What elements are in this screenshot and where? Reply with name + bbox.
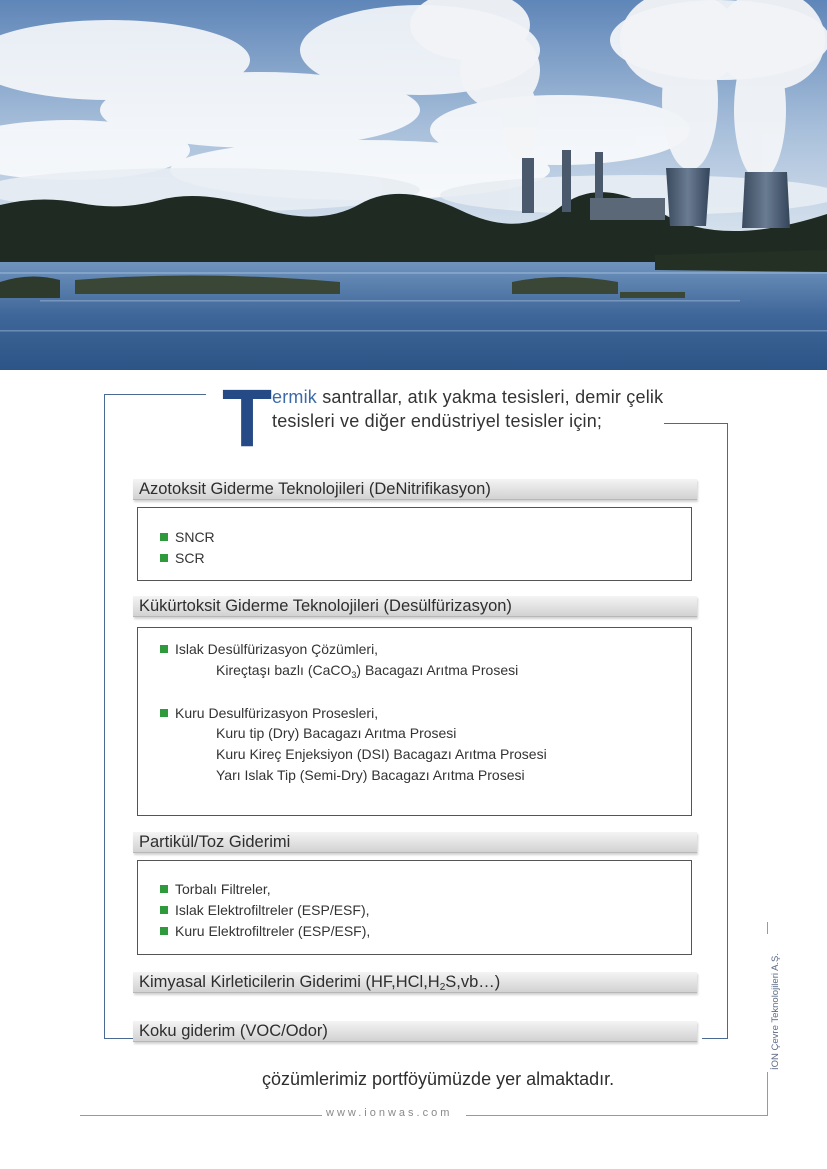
green-square-bullet-icon	[160, 554, 168, 562]
list-item-dry-fgd	[175, 705, 378, 721]
sub-item-dry: Kuru tip (Dry) Bacagazı Arıtma Prosesi	[216, 725, 457, 741]
list-item-dry-esp	[175, 923, 370, 939]
power-plant-illustration	[0, 0, 827, 370]
frame-right-vertical	[727, 423, 728, 1038]
list-item-label: Torbalı Filtreler,	[175, 881, 271, 897]
box-denox	[137, 507, 692, 581]
section-title-chemical: Kimyasal Kirleticilerin Giderimi $(HF,HCl,H_2S,vb\dots)$	[133, 972, 697, 993]
list-item-wet-esp	[175, 902, 370, 918]
section-title-desulf: Kükürtoksit Giderme Teknolojileri (Desülfürizasyon)	[133, 596, 697, 617]
intro-line-2: tesisleri ve diğer endüstriyel tesisler için;	[272, 411, 603, 431]
intro-accent-word: ermik	[272, 387, 317, 407]
closing-sentence: çözümlerimiz portföyümüzde yer almaktadır.	[262, 1069, 615, 1089]
section-title-particle: Partikül/Toz Giderimi	[133, 832, 697, 853]
frame-top-left	[104, 394, 206, 395]
green-square-bullet-icon	[160, 645, 168, 653]
list-item-label: Kuru Desulfürizasyon Prosesleri,	[175, 705, 379, 721]
side-rule-bottom	[767, 1072, 768, 1116]
section-title-odor: Koku giderim (VOC/Odor)	[133, 1021, 697, 1042]
frame-bottom-right	[702, 1038, 728, 1039]
list-item-label: Islak Desülfürizasyon Çözümleri,	[175, 641, 379, 657]
intro-line-1-rest: santrallar, atık yakma tesisleri, demir çelik	[317, 387, 664, 407]
green-square-bullet-icon	[160, 709, 168, 717]
intro-paragraph	[222, 373, 742, 464]
list-item-wet-fgd	[175, 641, 378, 657]
list-item-scr	[175, 550, 205, 566]
side-rule-top	[767, 922, 768, 934]
sub-item-limestone: Kireçtaşı bazlı (CaCO$_3$) Bacagazı Arıtma Prosesi	[216, 662, 519, 680]
list-item-label: SCR	[175, 550, 205, 566]
green-square-bullet-icon	[160, 927, 168, 935]
hero-photo	[0, 0, 827, 370]
section-title-denox: Azotoksit Giderme Teknolojileri (DeNitrifikasyon)	[133, 479, 697, 500]
list-item-label: SNCR	[175, 529, 215, 545]
list-item-label: Islak Elektrofiltreler (ESP/ESF),	[175, 902, 370, 918]
box-particle	[137, 860, 692, 955]
green-square-bullet-icon	[160, 533, 168, 541]
list-item-sncr	[175, 529, 215, 545]
green-square-bullet-icon	[160, 885, 168, 893]
green-square-bullet-icon	[160, 906, 168, 914]
intro-line-1	[272, 387, 663, 408]
footer-rule-left	[80, 1115, 322, 1116]
box-desulf	[137, 627, 692, 816]
frame-bottom-left	[104, 1038, 134, 1039]
side-company-label: İON Çevre Teknolojileri A.Ş.	[770, 952, 781, 1070]
sub-item-dsi: Kuru Kireç Enjeksiyon (DSI) Bacagazı Arıtma Prosesi	[216, 746, 547, 762]
drop-cap: T	[222, 373, 273, 464]
footer-rule-right	[466, 1115, 768, 1116]
list-item-bag-filter	[175, 881, 271, 897]
frame-left-vertical	[104, 394, 105, 1038]
footer-website-link[interactable]: www.ionwas.com	[326, 1107, 453, 1119]
list-item-label: Kuru Elektrofiltreler (ESP/ESF),	[175, 923, 371, 939]
sub-item-semi-dry: Yarı Islak Tip (Semi-Dry) Bacagazı Arıtma Prosesi	[216, 767, 525, 783]
